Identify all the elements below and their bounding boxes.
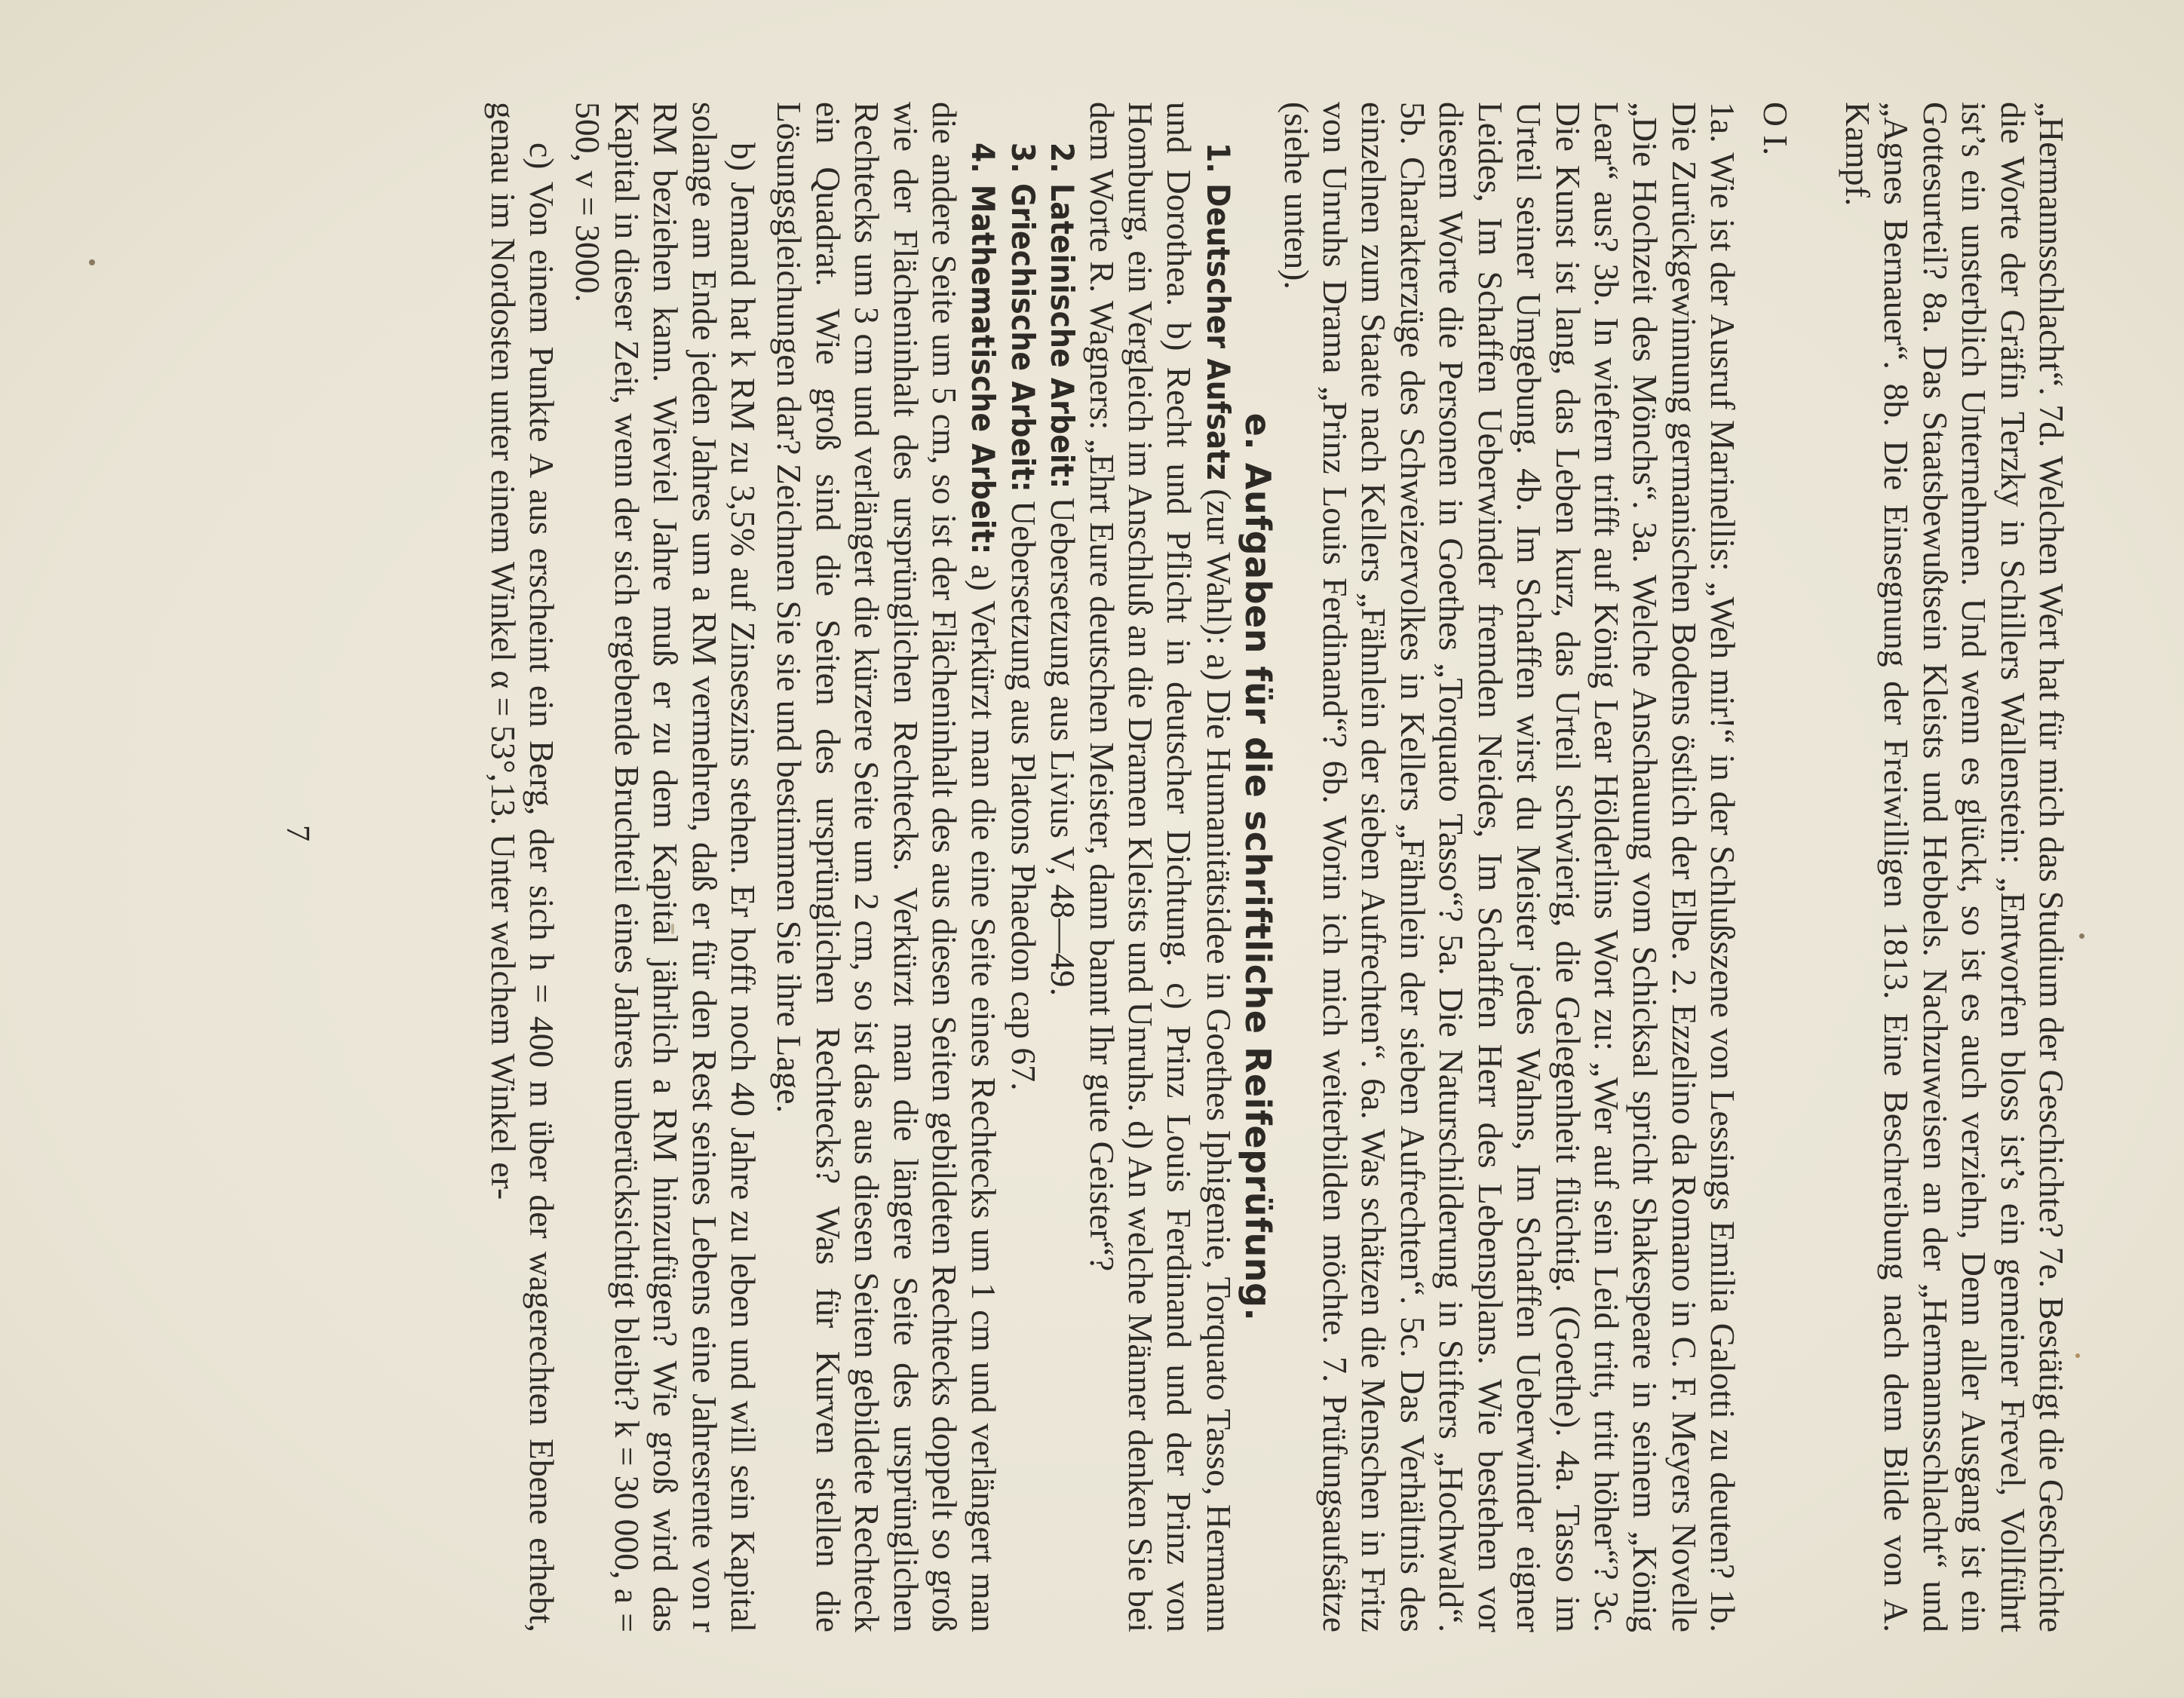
task-3: [1003, 102, 1042, 1632]
task-1-text: (zur Wahl): a) Die Humanitätsidee in Goethes Iphigenie, Torquato Tasso, Hermann und Dorothea. b) Recht und Pflicht in deutscher Dichtung. c) Prinz Louis Ferdinand und der Prinz von Homburg, ein Vergleich im Anschluß an die Dramen Kleists und Unruhs. d) An welche Männer denken Sie bei dem Worte R. Wagners: „Ehrt Eure deutschen Meister, dann bannt Ihr gute Geister“?: [1082, 102, 1238, 1632]
rotated-text-block: [193, 41, 2124, 1632]
task-1: [1082, 102, 1238, 1632]
task-4c: c) Von einem Punkte A aus erscheint ein Berg, der sich h = 400 m über der wagerechten Ebene erhebt, genau im Nordosten unter einem Winkel α = 53°,13. Unter welchem Winkel er-: [483, 102, 561, 1632]
section-heading: e. Aufgaben für die schriftliche Reifeprüfung.: [1238, 412, 1279, 1322]
oi-paragraph: 1a. Wie ist der Ausruf Marinellis: „Weh mir!“ in der Schlußszene von Lessings Emilia Galotti zu deuten? 1b. Die Zurückgewinnung germanischen Bodens östlich der Elbe. 2. Ezzelino da Romano in C. F. Meyers Novelle „Die Hochzeit des Mönchs“. 3a. Welche Anschauung vom Schicksal spricht Shakespeare in seinem „König Lear“ aus? 3b. In wiefern trifft auf König Lear Hölderlins Wort zu: „Wer auf sein Leid tritt, tritt höher“? 3c. Die Kunst ist lang, das Leben kurz, das Urteil schwierig, die Gelegenheit flüchtig. (Goethe). 4a. Tasso im Urteil seiner Umgebung. 4b. Im Schaffen wirst du Meister jedes Wahns, Im Schaffen Ueberwinder eigner Leides, Im Schaffen Ueberwinder fremden Neides, Im Schaffen Herr des Lebensplans. Wie bestehen vor diesem Worte die Personen in Goethes „Torquato Tasso“? 5a. Die Naturschilderung in Stifters „Hochwald“. 5b. Charakterzüge des Schweizervolkes in Kellers „Fähnlein der sieben Aufrechten“. 5c. Das Verhältnis des einzelnen zum Staate nach Kellers „Fähnlein der sieben Aufrechten“. 6a. Was schätzen die Menschen in Fritz von Unruhs Drama „Prinz Louis Ferdinand“? 6b. Worin ich mich weiterbilden möchte. 7. Prüfungsaufsätze (siehe unten).: [1277, 102, 1743, 1632]
task-4b: b) Jemand hat k RM zu 3,5% auf Zinseszins stehen. Er hofft noch 40 Jahre zu leben und will sein Kapital solange am Ende jeden Jahres um a RM vermehren, daß er für den Rest seines Lebens eine Jahresrente von r RM beziehen kann. Wieviel Jahre muß er zu dem Kapital jährlich a RM hinzufügen? Wie groß wird das Kapital in dieser Zeit, wenn der sich ergebende Bruchteil eines Jahres unberücksichtigt bleibt? k = 30 000, a = 500, v = 3000.: [569, 102, 762, 1632]
task-3-label: 3. Griechische Arbeit:: [1004, 143, 1041, 492]
task-1-label: 1. Deutscher Aufsatz: [1199, 143, 1237, 480]
task-4a-text: a) Verkürzt man die eine Seite eines Rechtecks um 1 cm und verlängert man die andere Seite um 5 cm, so ist der Flächeninhalt des aus diesen Seiten gebildeten Rechtecks doppelt so groß wie der Flächeninhalt des ursprünglichen Rechtecks. Verkürzt man die längere Seite des ursprünglichen Rechtecks um 3 cm und verlängert die kürzere Seite um 2 cm, so ist das aus diesen Seiten gebildete Rechteck ein Quadrat. Wie groß sind die Seiten des ursprünglichen Rechtecks? Was für Kurven stellen die Lösungsgleichungen dar? Zeichnen Sie sie und bestimmen Sie ihre Lage.: [770, 102, 1004, 1632]
page-number: 7: [280, 825, 317, 841]
task-3-text: Uebersetzung aus Platons Phaedon cap 67.: [1004, 501, 1043, 1091]
page-content: [483, 102, 2071, 1632]
task-2: [1043, 102, 1082, 1632]
oi-label: O I.: [1756, 102, 1795, 156]
task-4-label: 4. Mathematische Arbeit:: [965, 143, 1002, 555]
task-2-text: Uebersetzung aus Livius V, 48—49.: [1044, 497, 1083, 997]
task-4: [770, 102, 1003, 1632]
paper-speck: [89, 259, 95, 265]
task-2-label: 2. Lateinische Arbeit:: [1044, 143, 1081, 489]
intro-paragraph: „Hermannsschlacht“. 7d. Welchen Wert hat für mich das Studium der Geschichte? 7e. Bestätigt die Geschichte die Worte der Gräfin Terzky in Schillers Wallenstein: „Entworfen bloss ist’s ein gemeiner Frevel, Vollführt ist’s ein unsterblich Unternehmen. Und wenn es glückt, so ist es auch verziehn, Denn aller Ausgang ist ein Gottesurteil? 8a. Das Staatsbewußtsein Kleists und Hebbels. Nachzuweisen an der „Hermannsschlacht“ und „Agnes Bernauer“. 8b. Die Einsegnung der Freiwilligen 1813. Eine Beschreibung nach dem Bilde von A. Kampf.: [1838, 102, 2071, 1632]
